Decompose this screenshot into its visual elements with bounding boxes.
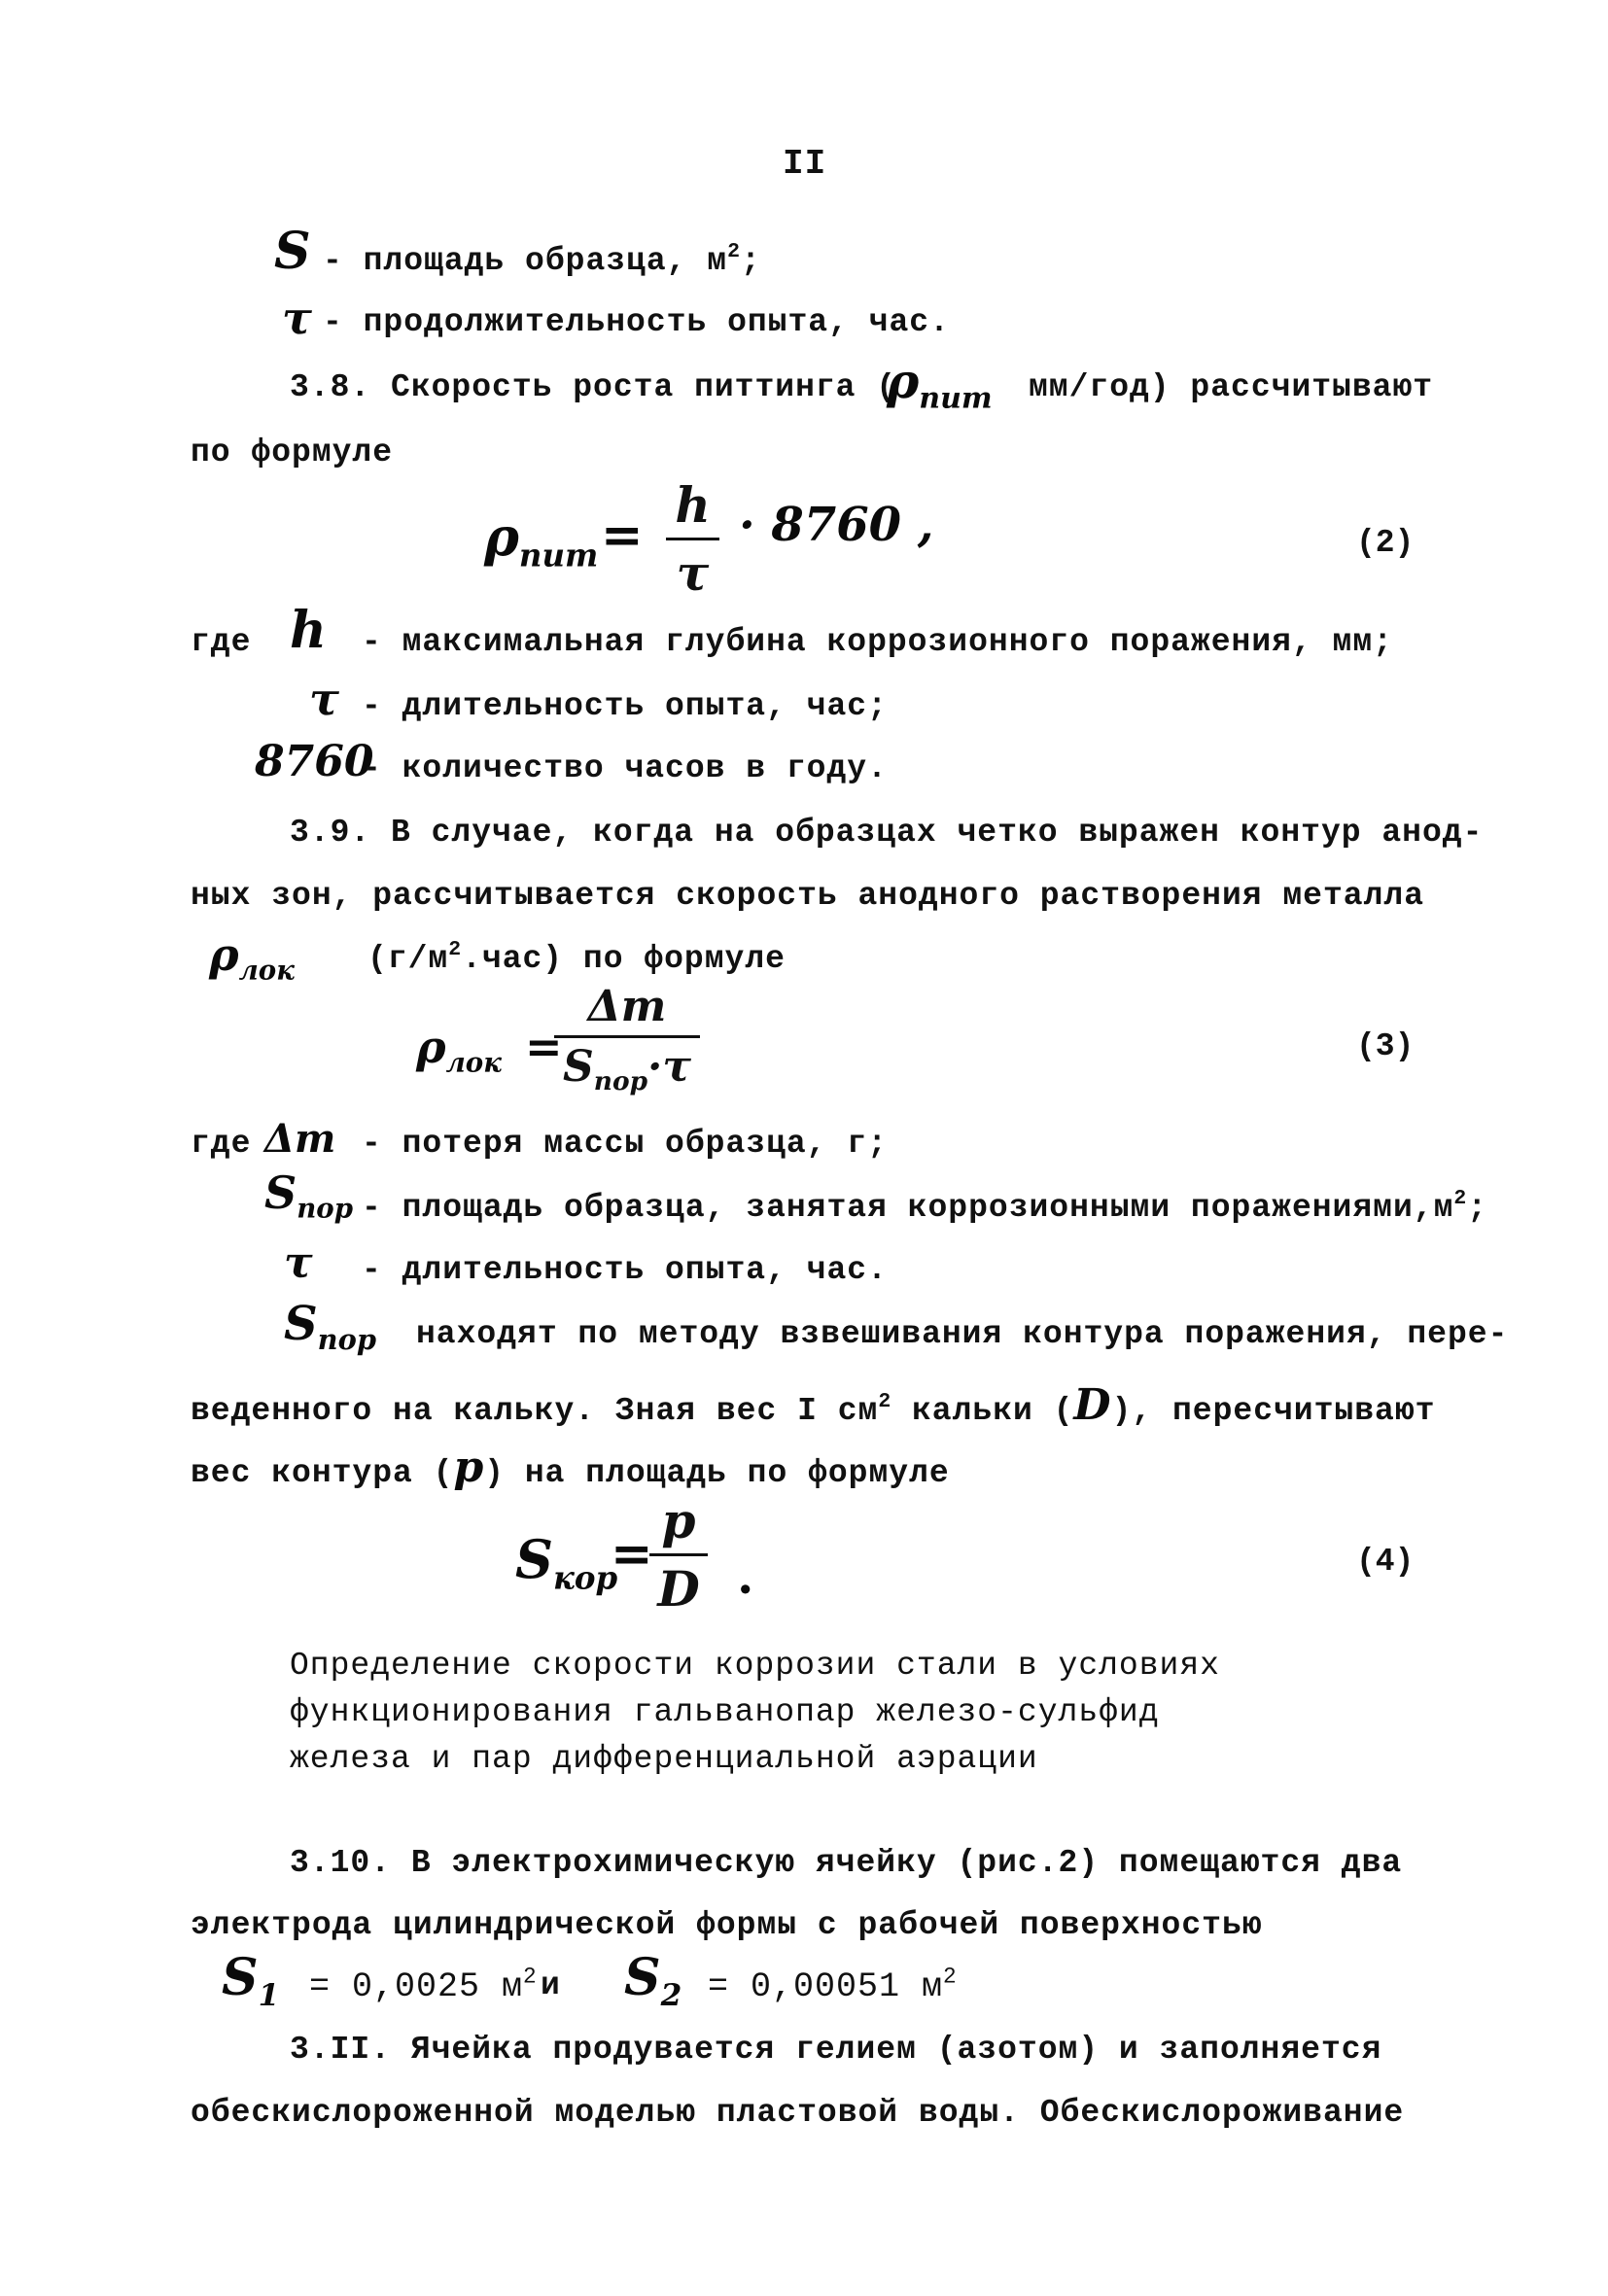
eq4-denominator: D (657, 1560, 700, 1618)
p311-line1: 3.II. Ячейка продувается гелием (азотом) и заполняется (290, 2032, 1382, 2068)
fraction-bar (666, 538, 719, 540)
symbol-s2: $S_2$ (624, 1948, 682, 2013)
p38-line2: по формуле (191, 435, 394, 470)
eq2-multiplier: · 8760 , (739, 498, 934, 552)
eq3-denominator: $S_{пор}\cdot\tau$ (563, 1042, 691, 1097)
p38-line1-b: мм/год) рассчитывают (1029, 369, 1434, 405)
eq2-numerator: h (675, 476, 711, 534)
equation-number-4: (4) (1356, 1544, 1415, 1580)
s1-value: = 0,0025 $м^2$ (309, 1964, 538, 2006)
fraction-bar (649, 1553, 708, 1556)
symbol-tau: τ (282, 292, 312, 344)
s-por-line2: веденного на кальку. Зная вес I $см^2$ кальки (D), пересчитывают (191, 1380, 1436, 1430)
symbol-delta-m: Δm (264, 1116, 336, 1162)
heading-line-2: функционирования гальванопар железо-сульфид (290, 1694, 1160, 1730)
definition-s-text: - площадь образца, $м^2$; (323, 240, 761, 279)
eq4-equals: = (611, 1524, 653, 1583)
symbol-rho-lok: $\rho_{лок}$ (209, 928, 295, 987)
eq4-fraction (649, 1492, 708, 1618)
symbol-s-por-2: $S_{пор}$ (284, 1297, 376, 1357)
s-por-line1: находят по методу взвешивания контура поражения, пере- (416, 1316, 1509, 1352)
definition-tau-text: - продолжительность опыта, час. (323, 304, 950, 340)
symbol-tau-3: τ (284, 1238, 313, 1288)
h-definition: - максимальная глубина коррозионного поражения, мм; (362, 624, 1393, 660)
where-label: где (191, 624, 252, 660)
eq3-lhs: $\rho_{лок}$ (416, 1021, 502, 1079)
symbol-rho-pit: $\rho_{пит}$ (887, 352, 993, 416)
and-word: и (541, 1967, 561, 2003)
symbol-s: S (274, 222, 311, 281)
p38-line1-a: 3.8. Скорость роста питтинга ( (290, 369, 897, 405)
equation-number-2: (2) (1356, 525, 1415, 561)
eq4-lhs: $S_{кор}$ (515, 1528, 618, 1597)
eq2-denominator: τ (676, 544, 710, 602)
equation-number-3: (3) (1356, 1028, 1415, 1064)
symbol-d: D (1073, 1380, 1112, 1430)
p310-line2: электрода цилиндрической формы с рабочей поверхностью (191, 1907, 1263, 1943)
eq4-numerator: p (661, 1492, 696, 1549)
heading-line-3: железа и пар дифференциальной аэрации (290, 1741, 1038, 1777)
eq3-numerator: Δm (587, 982, 667, 1031)
symbol-s1: $S_1$ (222, 1948, 280, 2013)
symbol-8760: 8760 (255, 737, 374, 786)
where-label: где (191, 1126, 252, 1162)
p39-line3: $(г/м^2.час)$ по формуле (367, 938, 786, 977)
symbol-p: p (453, 1443, 485, 1492)
p39-line1: 3.9. В случае, когда на образцах четко выражен контур анод- (290, 815, 1484, 851)
tau-definition-2: - длительность опыта, час; (362, 688, 888, 724)
symbol-tau-2: τ (309, 673, 339, 725)
p311-line2: обескислороженной моделью пластовой воды. Обескислороживание (191, 2095, 1405, 2131)
heading-line-1: Определение скорости коррозии стали в условиях (290, 1648, 1220, 1684)
delta-m-definition: - потеря массы образца, г; (362, 1126, 888, 1162)
tau-definition-3: - длительность опыта, час. (362, 1252, 888, 1288)
page-number: II (783, 144, 827, 184)
eq2-equals: = (601, 505, 644, 565)
p39-line2: ных зон, рассчитывается скорость анодного растворения металла (191, 878, 1424, 914)
s-por-definition: - площадь образца, занятая коррозионными $поражениями,м^2$; (362, 1187, 1488, 1226)
eq3-equals: = (525, 1021, 563, 1073)
eq3-fraction (554, 982, 700, 1096)
s-por-line3: вес контура (p) на площадь по формуле (191, 1443, 950, 1492)
hours-definition: - количество часов в году. (362, 750, 888, 786)
symbol-h: h (290, 601, 327, 660)
fraction-bar (554, 1035, 700, 1038)
eq2-lhs: $\rho_{пит}$ (484, 505, 599, 574)
s2-value: = 0,00051 $м^2$ (708, 1964, 958, 2006)
symbol-s-por: $S_{пор}$ (264, 1166, 353, 1225)
eq4-period: . (737, 1548, 754, 1605)
p310-line1: 3.10. В электрохимическую ячейку (рис.2) помещаются два (290, 1845, 1403, 1881)
eq2-fraction (666, 476, 719, 602)
